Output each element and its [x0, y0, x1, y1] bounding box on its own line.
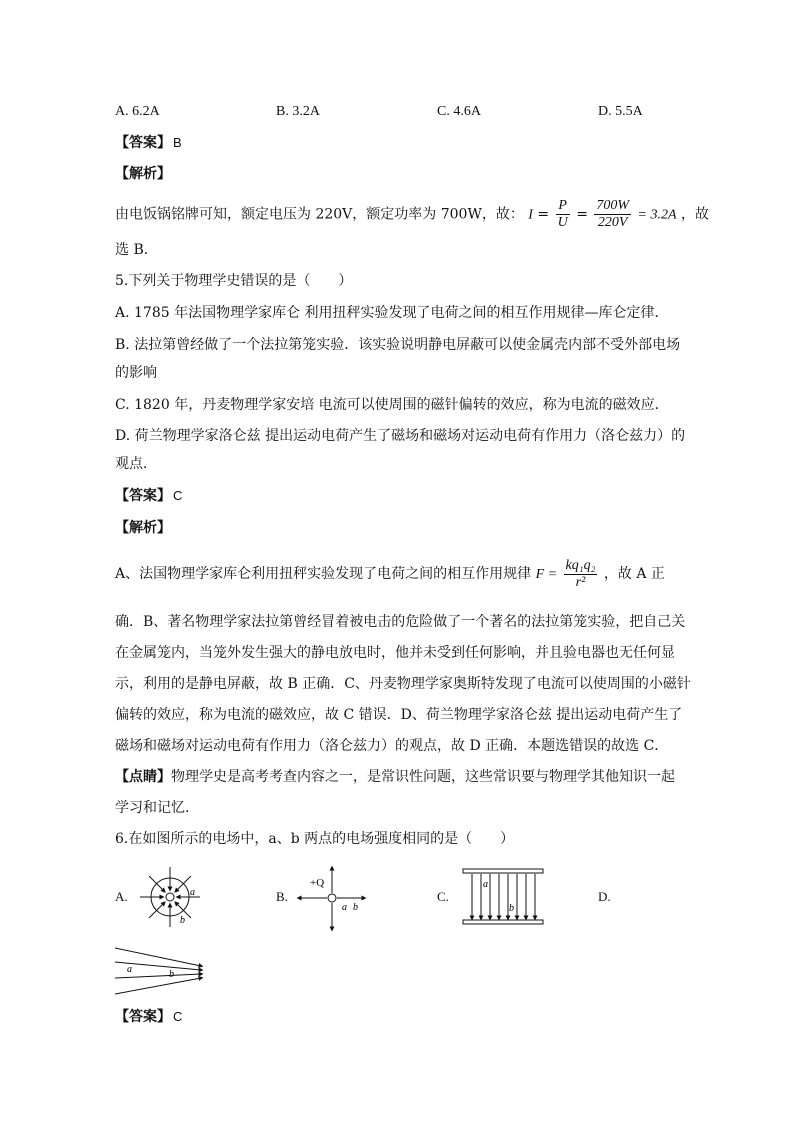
formula-eq2: = [576, 206, 588, 223]
answer-value: C [173, 1009, 183, 1024]
q5-analysis-line6: 磁场和磁场对运动电荷有作用力（洛仑兹力）的观点，故 D 正确．本题选错误的故选 C． [115, 738, 669, 754]
q4-analysis-tag: 【解析】 [115, 166, 171, 182]
q4-analysis-tail: ，故 [680, 206, 709, 223]
point-a-label: a [342, 902, 347, 913]
q6-label-b: B. [276, 889, 288, 904]
q5-analysis-line3: 在金属笼内，当笼外发生强大的静电放电时，他并未受到任何影响，并且验电器也无任何显 [115, 645, 675, 661]
formula-700-over-220: $\frac{700W}{220V}$ [596, 198, 630, 230]
answer-tag: 【答案】 [115, 1009, 171, 1025]
q5-option-d-line1: D. 荷兰物理学家洛仑兹 提出运动电荷产生了磁场和磁场对运动电荷有作用力（洛仑兹力）的 [115, 428, 686, 444]
point-b-label: b [509, 903, 514, 914]
answer-tag: 【答案】 [115, 135, 171, 151]
formula-result: = 3.2A [637, 207, 677, 223]
q6-label-a: A. [115, 889, 128, 904]
q4-option-a: A. 6.2A [115, 104, 160, 119]
point-a-label: a [483, 879, 488, 890]
q5-analysis-line5: 偏转的效应，称为电流的磁效应，故 C 错误．D、荷兰物理学家洛仑兹 提出运动电荷产生了 [115, 707, 683, 723]
formula-p-over-u: $\frac{P}{U}$ [557, 198, 568, 230]
q5-option-d-line2: 观点． [115, 456, 157, 472]
formula-i: I [528, 207, 533, 223]
q4-option-c: C. 4.6A [437, 104, 481, 119]
q5-analysis-tag: 【解析】 [115, 520, 171, 536]
figure-a-radial-field [140, 865, 204, 929]
q5-analysis-line1 [115, 556, 665, 593]
q5-option-c: C. 1820 年，丹麦物理学家安培 电流可以使周围的磁针偏转的效应，称为电流的磁效应． [115, 397, 669, 413]
q6-label-c: C. [437, 889, 449, 904]
q4-analysis-line2: 选 B． [115, 242, 158, 258]
point-a-label: a [127, 964, 132, 975]
figure-d-converging-field [113, 944, 205, 996]
formula-f: F = [535, 567, 558, 582]
point-b-label: b [169, 969, 174, 980]
q4-option-b: B. 3.2A [276, 104, 320, 119]
q5-option-b-line2: 的影响 [115, 365, 157, 381]
q6-answer [115, 1007, 182, 1027]
point-tag: 【点睛】 [115, 769, 171, 785]
q5-answer [115, 486, 182, 506]
q5-option-a: A. 1785 年法国物理学家库仑 利用扭秤实验发现了电荷之间的相互作用规律—库仑定律． [115, 305, 669, 321]
q5-stem: 5.下列关于物理学史错误的是（ ） [115, 273, 353, 289]
charge-label: +Q [310, 877, 325, 889]
formula-coulomb: $\frac{\text{kq₁q₂}}{\text{r²}}$ [565, 557, 596, 590]
point-text: 物理学史是高考考查内容之一，是常识性问题，这些常识要与物理学其他知识一起 [171, 769, 675, 785]
q4-analysis-lead: 由电饭锅铭牌可知，额定电压为 220V，额定功率为 700W，故： [115, 206, 524, 223]
q5-point [115, 767, 675, 787]
figure-c-uniform-field [462, 867, 544, 927]
answer-tag: 【答案】 [115, 488, 171, 504]
answer-value: B [173, 135, 182, 150]
formula-eq: = [537, 206, 550, 223]
q6-stem: 6.在如图所示的电场中，a、b 两点的电场强度相同的是（ ） [115, 831, 515, 847]
q5-point-line2: 学习和记忆． [115, 800, 199, 816]
q5-analysis-tail: ，故 A 正 [603, 566, 665, 582]
q5-analysis-line2: 确．B、著名物理学家法拉第曾经冒着被电击的危险做了一个著名的法拉第笼实验，把自己关 [115, 614, 686, 630]
figure-b-point-charge [296, 866, 366, 932]
point-b-label: b [353, 902, 358, 913]
q4-option-d: D. 5.5A [598, 104, 643, 119]
point-b-label: b [180, 915, 185, 926]
point-a-label: a [190, 887, 195, 898]
q4-answer [115, 133, 182, 153]
q4-analysis-line1 [115, 198, 709, 232]
q5-analysis-line4: 示，利用的是静电屏蔽，故 B 正确．C、丹麦物理学家奥斯特发现了电流可以使周围的小磁针 [115, 676, 691, 692]
q6-label-d: D. [598, 889, 611, 904]
q5-option-b-line1: B. 法拉第曾经做了一个法拉第笼实验．该实验说明静电屏蔽可以使金属壳内部不受外部电场 [115, 337, 681, 353]
answer-value: C [173, 488, 183, 503]
q5-analysis-lead: A、法国物理学家库仑利用扭秤实验发现了电荷之间的相互作用规律 [115, 566, 532, 582]
